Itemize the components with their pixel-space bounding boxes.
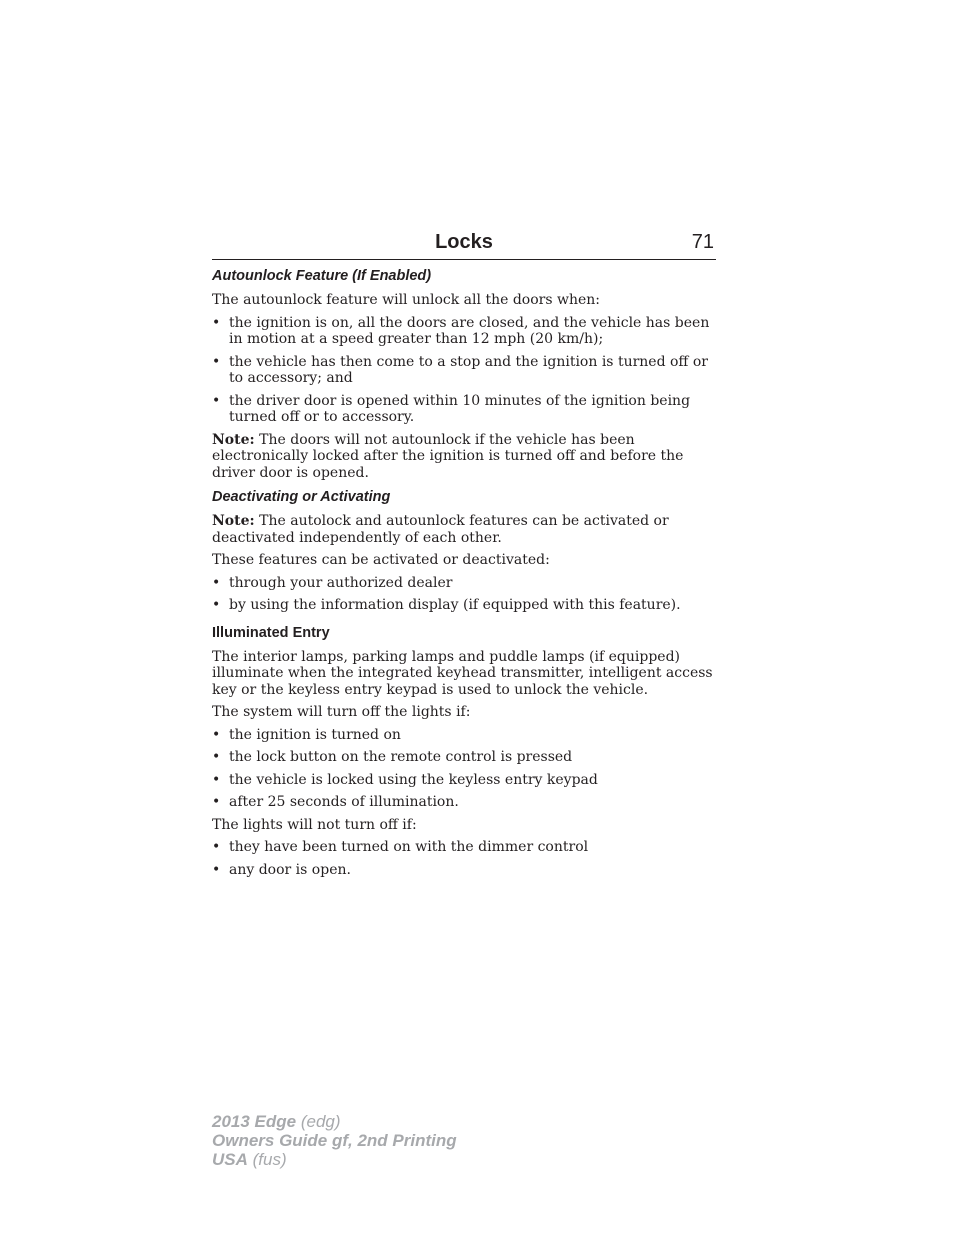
list-item: • the vehicle has then come to a stop and the ignition is turned off or to accessory; and (212, 353, 708, 386)
illuminated-on-intro: The lights will not turn off if: (212, 816, 417, 833)
list-item: • any door is open. (212, 861, 351, 878)
bullet-mark: • (212, 861, 221, 878)
section-heading-deactivating: Deactivating or Activating (212, 489, 391, 505)
note-label: Note: (212, 431, 255, 448)
list-item: • the vehicle is locked using the keyless entry keypad (212, 771, 598, 788)
footer-region-line: USA (fus) (212, 1150, 287, 1169)
page-content (212, 267, 716, 878)
footer-guide-line: Owners Guide gf, 2nd Printing (212, 1131, 457, 1150)
bullet-mark: • (212, 794, 221, 810)
bullet-mark: • (212, 771, 221, 788)
list-item: • the driver door is opened within 10 minutes of the ignition being turned off or to accessory. (212, 392, 691, 425)
chapter-title: Locks (435, 231, 493, 253)
section-heading-autounlock: Autounlock Feature (If Enabled) (212, 268, 432, 284)
note-label: Note: (212, 513, 255, 529)
bullet-mark: • (212, 839, 221, 855)
lights-on-list (212, 839, 716, 878)
footer-model-line: 2013 Edge (edg) (212, 1112, 341, 1131)
section-heading-illuminated-entry: Illuminated Entry (212, 624, 330, 641)
list-item: • after 25 seconds of illumination. (212, 794, 459, 810)
list-item: • through your authorized dealer (212, 574, 453, 591)
deactivating-note: Note: The autolock and autounlock features can be activated or deactivated independently of each other. (212, 513, 669, 546)
illuminated-para: The interior lamps, parking lamps and puddle lamps (if equipped) illuminate when the integrated keyhead transmitter, intelligent access key or the keyless entry keypad is used to unlock the vehicle. (212, 648, 713, 698)
list-item: • they have been turned on with the dimmer control (212, 839, 589, 855)
bullet-mark: • (212, 749, 221, 765)
page-number: 71 (691, 231, 714, 253)
autounlock-note: Note: The doors will not autounlock if the vehicle has been electronically locked after the ignition is turned off and before the driver door is opened. (212, 431, 684, 481)
autounlock-intro: The autounlock feature will unlock all the doors when: (212, 292, 600, 308)
lights-off-list (212, 727, 716, 811)
bullet-mark: • (212, 353, 221, 370)
list-item: • the lock button on the remote control is pressed (212, 749, 573, 765)
illuminated-off-intro: The system will turn off the lights if: (212, 704, 471, 720)
list-item: • by using the information display (if equipped with this feature). (212, 597, 681, 613)
document-footer (212, 1112, 457, 1169)
bullet-mark: • (212, 314, 221, 331)
page-header (212, 228, 716, 260)
deactivating-intro: These features can be activated or deactivated: (212, 552, 550, 568)
bullet-mark: • (212, 726, 221, 743)
list-item: • the ignition is on, all the doors are closed, and the vehicle has been in motion at a speed greater than 12 mph (20 km/h); (212, 314, 710, 347)
list-item: • the ignition is turned on (212, 726, 401, 743)
deactivating-list (212, 575, 716, 614)
bullet-mark: • (212, 574, 221, 591)
bullet-mark: • (212, 392, 221, 409)
bullet-mark: • (212, 597, 221, 613)
autounlock-list (212, 315, 716, 426)
